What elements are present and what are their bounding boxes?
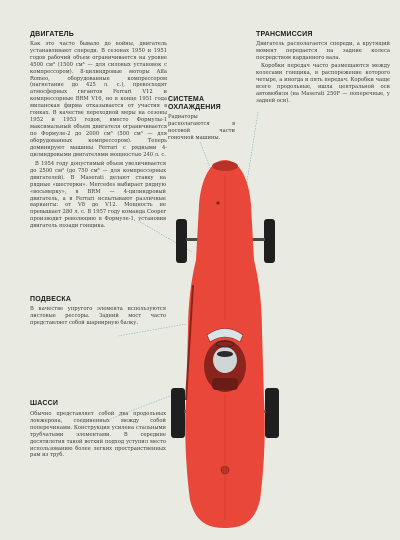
engine-heading: ДВИГАТЕЛЬ	[30, 31, 74, 38]
transmission-paragraph-1: Двигатель располагается спереди, а крутящий момент передается на задние колеса посредством карданного вала.	[256, 41, 390, 61]
engine-paragraph-1: Как это часто бывало до войны, двигатель устанавливают спереди. В сезонах 1950 и 1951 годов рабочий объем ограничивается на уровне 4500 см³ (1500 см³ — для силовых установок с компрессором). 8-цилиндровые моторы Alfa Romeo, оборудованные компрессором (нагнетание до 425 л. с.), превосходят атмосферных гигантов Ferrari V12 и компрессорные BRM V16, но в конце 1951 года миланская фирма отказывается от участия в гонках. В качестве переходной меры на сезоны 1952 и 1953 годов, вместо Формулы-1 максимальный объем двигателя ограничивается по Формуле-2 до 2000 см³ (500 см³ — для оборудованных компрессором). Теперь доминируют машины Ferrari с рядными 4-цилиндровыми двигателями мощностью 240 л. с.	[30, 41, 167, 158]
hood-fastener	[216, 201, 219, 204]
suspension-paragraph: В качестве упругого элемента используются листовые рессоры. Задний мост часто представляет собой шарнирную балку.	[30, 306, 166, 326]
transmission-heading: ТРАНСМИССИЯ	[256, 31, 313, 38]
cooling-paragraph: Радиаторы располагаются в носовой части гоночной машины.	[168, 114, 235, 141]
driver-goggles	[217, 351, 233, 357]
chassis-heading: ШАССИ	[30, 400, 59, 407]
front-right-tire	[264, 219, 275, 263]
engine-paragraph-2: В 1954 году допустимый объем увеличивается до 2500 см³ (до 750 см³ — для компрессорных двигателей). В Maserati делают ставку на рядные «шестерки». Mercedes выбирает рядную «восьмерку», в BRM — 4-цилиндровый двигатель, а в Ferrari испытывают различные варианты: от V8 до V12. Мощность не превышает 280 л. с. В 1957 году команда Cooper производит революцию в Формуле-1, установив двигатель позади гонщика.	[30, 161, 166, 230]
suspension-leader-line	[118, 324, 186, 336]
transmission-paragraph-2: Коробки передач часто размещаются между колесами гонщика, в распорежение которого четыре, а иногда и пять передач. Коробки чаще всего продольные, ишла центральной оси автомобиля (на Maserati 250F — поперечные, у задней оси).	[256, 63, 390, 104]
driver-seat	[212, 378, 238, 390]
rear-left-tire	[171, 388, 185, 438]
cooling-heading: СИСТЕМА ОХЛАЖДЕНИЯ	[168, 96, 221, 111]
nose-intake	[212, 161, 238, 171]
chassis-paragraph: Обычно представляет собой два продольных лонжерона, соединенных между собой поперечинами. Конструкция усилена стальными трубчатыми элементами. В середине десятилетия такой ветхий подход уступил место использованию более легких пространственных рам из труб.	[30, 411, 166, 459]
rear-right-tire	[265, 388, 279, 438]
driver-helmet	[213, 347, 237, 373]
suspension-heading: ПОДВЕСКА	[30, 296, 72, 303]
front-left-tire	[176, 219, 187, 263]
